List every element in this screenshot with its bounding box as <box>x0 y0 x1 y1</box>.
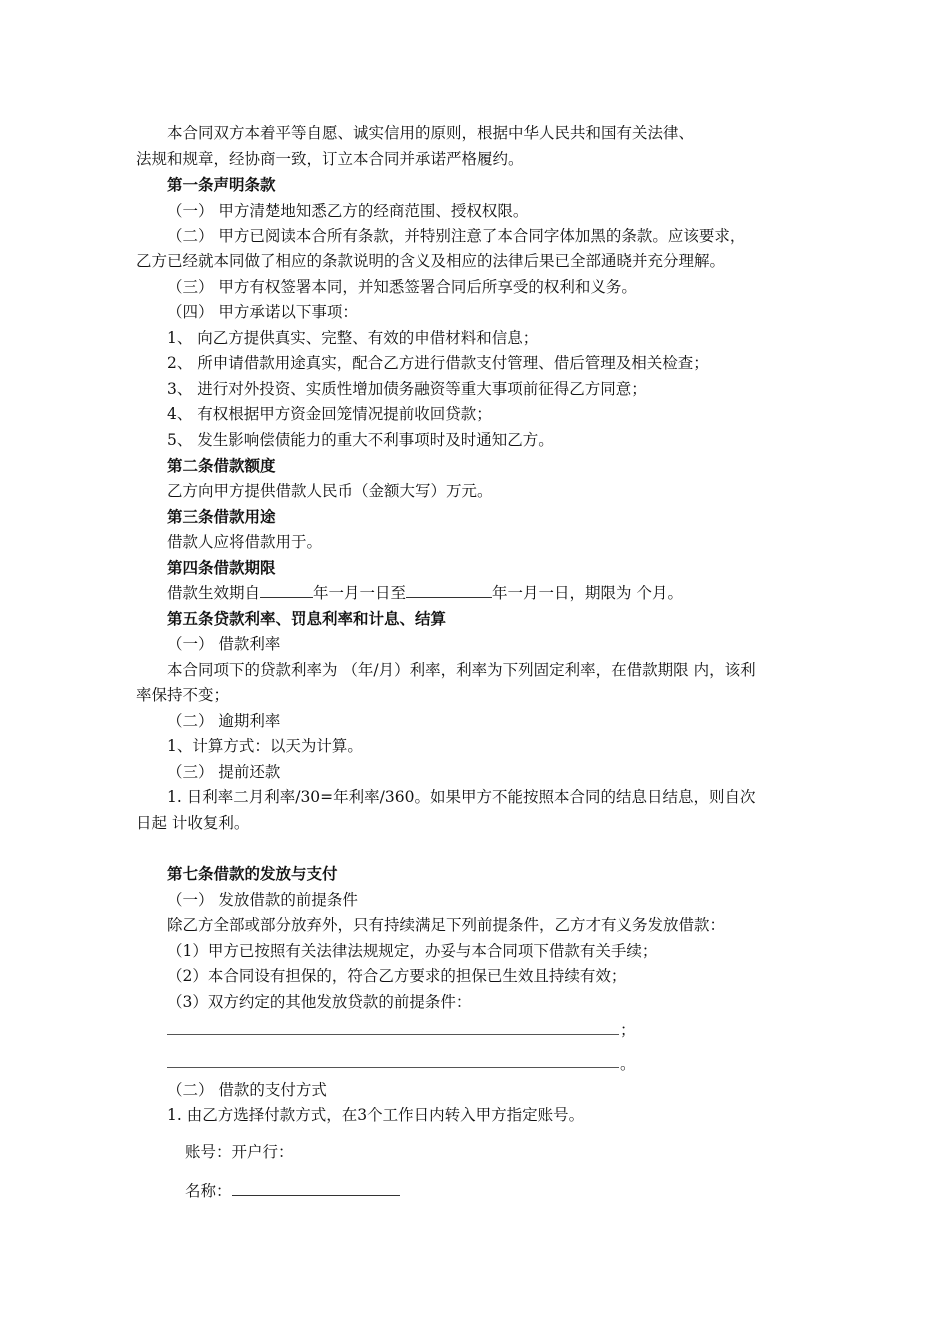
name-label <box>185 1181 400 1201</box>
article-3-text: 借款人应将借款用于。 <box>167 533 323 551</box>
article-7-item-2: （二） 借款的支付方式 <box>167 1081 327 1099</box>
article-4-text-part-3: 年一月一日，期限为 个月。 <box>492 584 683 602</box>
article-1-sub-1: 1、 向乙方提供真实、完整、有效的申借材料和信息； <box>167 329 539 347</box>
article-1-item-2-line-1: （二） 甲方已阅读本合所有条款，并特别注意了本合同字体加黑的条款。应该要求， <box>167 227 746 245</box>
article-1-sub-2: 2、 所申请借款用途真实，配合乙方进行借款支付管理、借后管理及相关检查； <box>167 354 709 372</box>
article-4-text-part-2: 年一月一日至 <box>313 584 407 602</box>
account-label: 账号：开户行： <box>185 1143 294 1161</box>
article-7-item-2-text: 1. 由乙方选择付款方式，在3个工作日内转入甲方指定账号。 <box>167 1106 585 1124</box>
article-1-sub-5: 5、 发生影响偿债能力的重大不利事项时及时通知乙方。 <box>167 431 554 449</box>
article-5-item-3-line-1: 1. 日利率二月利率/30=年利率/360。如果甲方不能按照本合同的结息日结息，则自次 <box>167 788 756 806</box>
condition-blank-line-1 <box>167 1033 619 1035</box>
article-7-item-1-text: 除乙方全部或部分放弃外，只有持续满足下列前提条件，乙方才有义务发放借款： <box>167 916 726 934</box>
article-3-heading: 第三条借款用途 <box>167 507 276 526</box>
name-blank <box>232 1181 400 1196</box>
article-7-condition-2: （2）本合同设有担保的，符合乙方要求的担保已生效且持续有效； <box>167 967 627 985</box>
article-1-item-4: （四） 甲方承诺以下事项： <box>167 303 358 321</box>
start-year-blank <box>260 583 313 598</box>
article-5-item-1: （一） 借款利率 <box>167 635 281 653</box>
article-1-item-1: （一） 甲方清楚地知悉乙方的经商范围、授权权限。 <box>167 202 529 220</box>
article-5-item-3: （三） 提前还款 <box>167 763 281 781</box>
article-2-text: 乙方向甲方提供借款人民币（金额大写）万元。 <box>167 482 493 500</box>
article-7-condition-3: （3）双方约定的其他发放贷款的前提条件： <box>167 993 472 1011</box>
article-4-heading: 第四条借款期限 <box>167 558 276 577</box>
article-5-item-2-text: 1、计算方式：以天为计算。 <box>167 737 363 755</box>
article-5-item-3-line-2: 日起 计收复利。 <box>136 814 250 832</box>
article-2-heading: 第二条借款额度 <box>167 456 276 475</box>
article-5-item-1-line-2: 率保持不变； <box>136 686 230 704</box>
article-1-sub-3: 3、 进行对外投资、实质性增加债务融资等重大事项前征得乙方同意； <box>167 380 647 398</box>
article-1-item-3: （三） 甲方有权签署本同，并知悉签署合同后所享受的权利和义务。 <box>167 278 637 296</box>
article-7-condition-1: （1）甲方已按照有关法律法规规定，办妥与本合同项下借款有关手续； <box>167 942 658 960</box>
article-7-heading: 第七条借款的发放与支付 <box>167 864 338 883</box>
article-7-item-1: （一） 发放借款的前提条件 <box>167 891 358 909</box>
condition-blank-line-2 <box>167 1066 619 1068</box>
condition-blank-2-end: 。 <box>620 1055 636 1073</box>
name-label-text: 名称： <box>185 1182 232 1200</box>
end-year-blank <box>406 583 492 598</box>
article-1-sub-4: 4、 有权根据甲方资金回笼情况提前收回贷款； <box>167 405 492 423</box>
article-5-item-1-line-1: 本合同项下的贷款利率为 （年/月）利率，利率为下列固定利率，在借款期限 内，该利 <box>167 661 756 679</box>
article-5-heading: 第五条贷款利率、罚息利率和计息、结算 <box>167 609 447 628</box>
preamble-line-1: 本合同双方本着平等自愿、诚实信用的原则，根据中华人民共和国有关法律、 <box>167 124 695 142</box>
article-4-text <box>167 583 683 603</box>
article-4-text-part-1: 借款生效期自 <box>167 584 261 602</box>
article-1-item-2-line-2: 乙方已经就本同做了相应的条款说明的含义及相应的法律后果已全部通晓并充分理解。 <box>136 252 726 270</box>
article-1-heading: 第一条声明条款 <box>167 175 276 194</box>
article-5-item-2: （二） 逾期利率 <box>167 712 281 730</box>
preamble-line-2: 法规和规章，经协商一致，订立本合同并承诺严格履约。 <box>136 150 524 168</box>
condition-blank-1-end: ； <box>620 1021 636 1039</box>
